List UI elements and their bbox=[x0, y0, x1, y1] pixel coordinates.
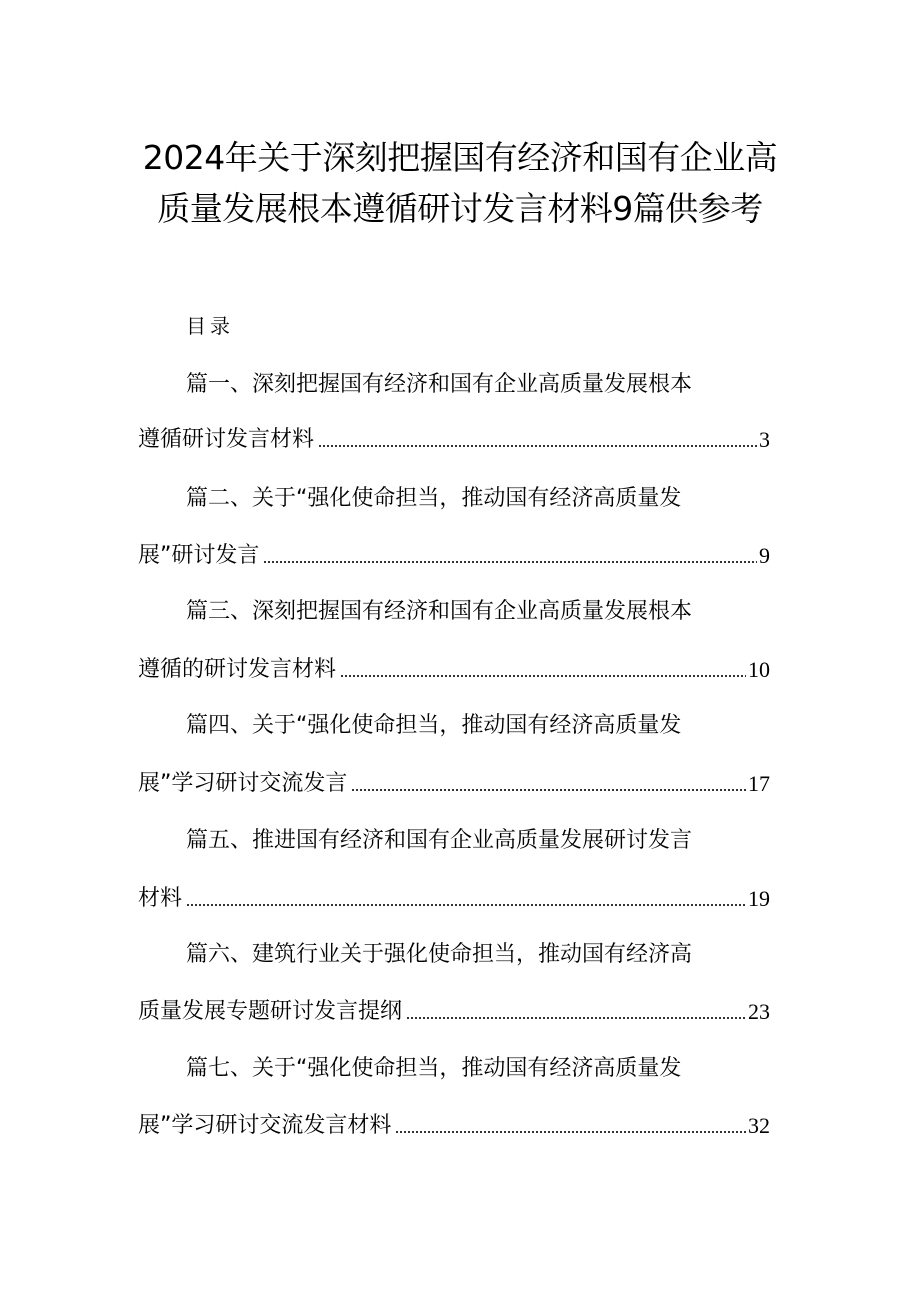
toc-page-number: 32 bbox=[748, 1113, 770, 1138]
dot-leader bbox=[263, 559, 757, 565]
dot-leader bbox=[406, 1015, 746, 1021]
toc-entry-title-continuation: 展”学习研讨交流发言材料 bbox=[138, 1113, 392, 1138]
toc-entry-title: 篇四、关于“强化使命担当，推动国有经济高质量发 bbox=[186, 713, 682, 738]
toc-entry-continuation-row bbox=[138, 425, 770, 455]
toc-entry-continuation-row bbox=[138, 884, 770, 914]
toc-entry-continuation-row bbox=[138, 1111, 770, 1141]
toc-entry-title-continuation: 遵循研讨发言材料 bbox=[138, 427, 315, 452]
toc-entry-continuation-row bbox=[138, 541, 770, 571]
toc-entry-continuation-row bbox=[138, 769, 770, 799]
dot-leader bbox=[340, 673, 746, 679]
toc-entry-continuation-row bbox=[138, 655, 770, 685]
toc-page-number: 9 bbox=[759, 543, 770, 568]
toc-page-number: 3 bbox=[759, 427, 770, 452]
toc-entry-title: 篇六、建筑行业关于强化使命担当，推动国有经济高 bbox=[186, 942, 693, 967]
toc-entry-continuation-row bbox=[138, 997, 770, 1027]
toc-entry-title-continuation: 展”学习研讨交流发言 bbox=[138, 771, 348, 796]
toc-page-number: 17 bbox=[748, 771, 770, 796]
dot-leader bbox=[318, 443, 757, 449]
dot-leader bbox=[186, 902, 746, 908]
toc-entry-title: 篇五、推进国有经济和国有企业高质量发展研讨发言 bbox=[186, 828, 693, 853]
dot-leader bbox=[351, 787, 746, 793]
toc-page-number: 23 bbox=[748, 999, 770, 1024]
toc-entry-title: 篇三、深刻把握国有经济和国有企业高质量发展根本 bbox=[186, 599, 693, 624]
toc-entry-title-continuation: 质量发展专题研讨发言提纲 bbox=[138, 999, 403, 1024]
toc-entry-title-continuation: 展”研讨发言 bbox=[138, 543, 260, 568]
toc-entry-title: 篇一、深刻把握国有经济和国有企业高质量发展根本 bbox=[186, 372, 693, 397]
toc-page-number: 19 bbox=[748, 886, 770, 911]
toc-entry-title-continuation: 材料 bbox=[138, 886, 183, 911]
toc-entry-title: 篇七、关于“强化使命担当，推动国有经济高质量发 bbox=[186, 1056, 682, 1081]
toc-entry-title: 篇二、关于“强化使命担当，推动国有经济高质量发 bbox=[186, 486, 682, 511]
toc-heading: 目录 bbox=[186, 314, 234, 338]
document-title: 2024年关于深刻把握国有经济和国有企业高质量发展根本遵循研讨发言材料9篇供参考 bbox=[142, 138, 778, 228]
toc-entry-title-continuation: 遵循的研讨发言材料 bbox=[138, 657, 337, 682]
dot-leader bbox=[395, 1129, 746, 1135]
toc-page-number: 10 bbox=[748, 657, 770, 682]
